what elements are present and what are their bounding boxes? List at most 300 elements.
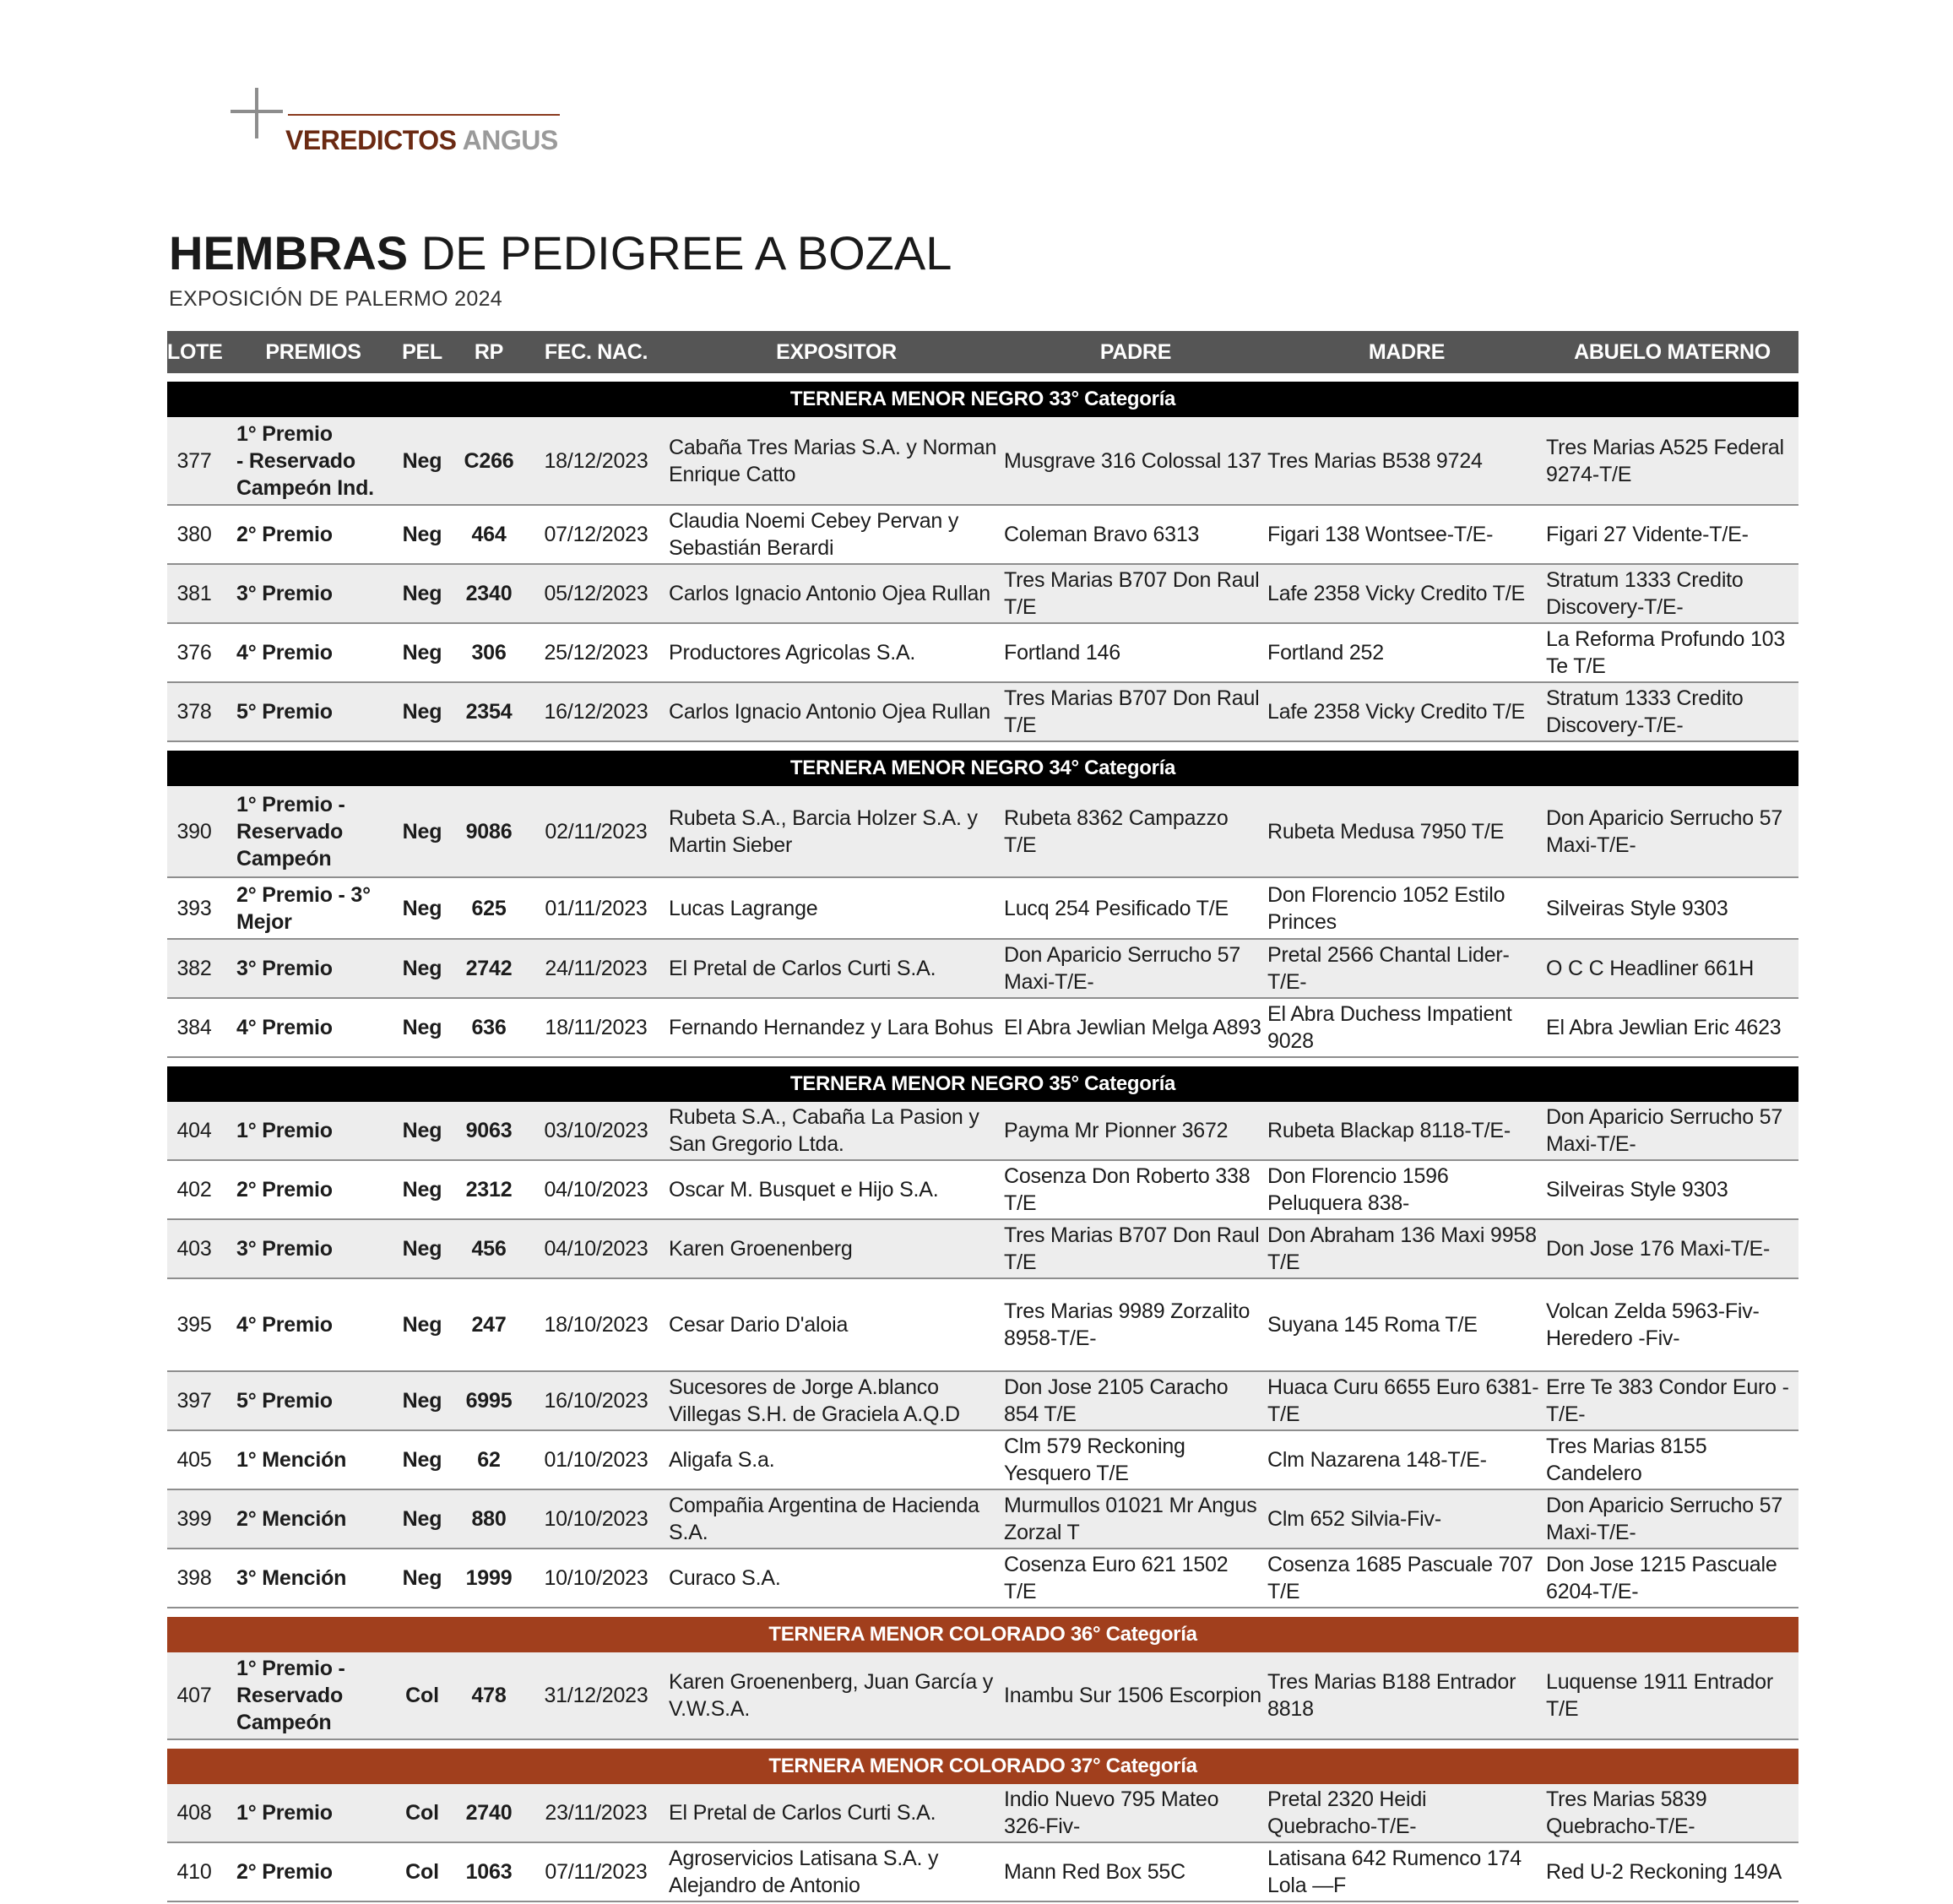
category-header-row <box>167 1749 1798 1784</box>
cell-madre: Tres Marias B188 Entrador 8818 <box>1267 1670 1516 1721</box>
cell-madre-container <box>1267 786 1546 877</box>
cell-premio-container <box>236 786 390 877</box>
cell-pel-container <box>390 1102 454 1160</box>
cell-premio: 4° Premio <box>236 1016 333 1039</box>
cell-lote: 404 <box>176 1119 212 1142</box>
cell-pel: Neg <box>402 582 442 605</box>
column-header-abuelo-materno: ABUELO MATERNO <box>1574 339 1771 364</box>
cell-expositor-container <box>669 1102 1004 1160</box>
table-row <box>167 1430 1798 1489</box>
cell-madre: Figari 138 Wontsee-T/E- <box>1267 523 1494 546</box>
column-header-lote: LOTE <box>167 339 223 364</box>
brand-text-part1: VEREDICTOS <box>285 125 457 155</box>
column-header-fec-nac: FEC. NAC. <box>544 339 648 364</box>
cell-rp: 478 <box>471 1684 507 1707</box>
category-header-row <box>167 751 1798 786</box>
cell-rp-container <box>454 505 524 564</box>
cell-fecha-nac: 02/11/2023 <box>545 819 648 844</box>
cell-rp: 625 <box>471 896 507 920</box>
cell-rp-container <box>454 1842 524 1901</box>
cell-madre: Don Florencio 1596 Peluquera 838- <box>1267 1164 1449 1215</box>
cell-abuelo-materno-container <box>1546 1219 1798 1278</box>
cell-lote: 378 <box>176 700 212 724</box>
cell-fecha-nac-container <box>524 998 669 1057</box>
cell-lote-container <box>167 1489 236 1549</box>
cell-premio: 3° Premio <box>236 582 333 605</box>
cell-madre: Fortland 252 <box>1267 641 1384 665</box>
cell-pel: Neg <box>402 523 442 546</box>
cell-lote: 380 <box>176 523 212 546</box>
cell-lote-container <box>167 505 236 564</box>
cell-rp: 2742 <box>465 957 513 980</box>
cell-abuelo-materno-container <box>1546 564 1798 623</box>
cell-lote-container <box>167 1430 236 1489</box>
cell-lote-container <box>167 1652 236 1739</box>
table-row <box>167 1219 1798 1278</box>
cell-premio: 1° Premio - Reservado Campeón <box>236 1657 345 1734</box>
cell-fecha-nac: 01/11/2023 <box>545 896 648 920</box>
table-row <box>167 877 1798 939</box>
cell-lote-container <box>167 786 236 877</box>
cell-expositor-container <box>669 1160 1004 1219</box>
cell-madre: Latisana 642 Rumenco 174 Lola —F <box>1267 1847 1522 1897</box>
cell-rp-container <box>454 1102 524 1160</box>
cell-pel-container <box>390 623 454 682</box>
cell-expositor-container <box>669 786 1004 877</box>
cell-abuelo-materno: Red U-2 Reckoning 149A <box>1546 1860 1782 1884</box>
cell-expositor-container <box>669 417 1004 505</box>
cell-padre: Cosenza Don Roberto 338 T/E <box>1004 1164 1250 1215</box>
cell-fecha-nac: 04/10/2023 <box>544 1178 648 1202</box>
cell-padre: Coleman Bravo 6313 <box>1004 523 1200 546</box>
category-spacer-cell <box>167 1739 1798 1749</box>
cell-premio: 2° Premio <box>236 1860 333 1884</box>
cell-padre-container <box>1004 1489 1267 1549</box>
cell-padre-container <box>1004 1549 1267 1608</box>
cell-expositor: Claudia Noemi Cebey Pervan y Sebastián Berardi <box>669 509 959 560</box>
cell-fecha-nac: 10/10/2023 <box>544 1566 648 1590</box>
category-spacer-cell <box>167 1608 1798 1617</box>
cell-padre-container <box>1004 417 1267 505</box>
cell-abuelo-materno-container <box>1546 1652 1798 1739</box>
cell-madre-container <box>1267 1219 1546 1278</box>
cell-premio: 2° Premio <box>236 523 333 546</box>
cell-rp: 1063 <box>465 1860 513 1884</box>
cell-lote: 393 <box>176 896 212 920</box>
cell-lote: 410 <box>176 1860 212 1884</box>
table-row <box>167 1549 1798 1608</box>
cell-padre: Clm 579 Reckoning Yesquero T/E <box>1004 1435 1185 1485</box>
cell-lote-container <box>167 1549 236 1608</box>
cell-lote-container <box>167 1371 236 1430</box>
cell-expositor: Carlos Ignacio Antonio Ojea Rullan <box>669 700 990 724</box>
cell-madre: Don Abraham 136 Maxi 9958 T/E <box>1267 1223 1537 1274</box>
cell-pel: Neg <box>402 1507 442 1531</box>
cell-lote: 398 <box>176 1566 212 1590</box>
cell-pel-container <box>390 1430 454 1489</box>
cell-pel-container <box>390 564 454 623</box>
cell-madre: Pretal 2566 Chantal Lider-T/E- <box>1267 943 1510 994</box>
cell-pel: Neg <box>402 1237 442 1261</box>
cell-premio-container <box>236 939 390 998</box>
cell-madre-container <box>1267 564 1546 623</box>
cell-madre: Tres Marias B538 9724 <box>1267 448 1483 473</box>
cell-pel-container <box>390 1278 454 1371</box>
cell-lote: 397 <box>176 1389 212 1413</box>
table-row <box>167 1652 1798 1739</box>
cell-abuelo-materno: Don Aparicio Serrucho 57 Maxi-T/E- <box>1546 1105 1783 1156</box>
cell-premio: 2° Premio - 3° Mejor <box>236 882 371 934</box>
cell-lote-container <box>167 877 236 939</box>
cell-padre: Tres Marias B707 Don Raul T/E <box>1004 1223 1260 1274</box>
cell-premio: 5° Premio <box>236 1389 333 1413</box>
cell-fecha-nac-container <box>524 505 669 564</box>
cell-abuelo-materno-container <box>1546 682 1798 741</box>
table-row <box>167 682 1798 741</box>
cell-fecha-nac-container <box>524 564 669 623</box>
cell-premio: 1° Mención <box>236 1448 347 1472</box>
cell-expositor-container <box>669 682 1004 741</box>
cell-rp: 880 <box>471 1507 507 1531</box>
cell-abuelo-materno-container <box>1546 1489 1798 1549</box>
cell-premio-container <box>236 1784 390 1842</box>
cell-rp: 9063 <box>465 1119 513 1142</box>
table-row <box>167 1842 1798 1901</box>
cell-abuelo-materno: Tres Marias A525 Federal 9274-T/E <box>1546 435 1784 486</box>
cell-lote: 382 <box>176 957 212 980</box>
page-subtitle: EXPOSICIÓN DE PALERMO 2024 <box>169 287 502 311</box>
cell-expositor: Oscar M. Busquet e Hijo S.A. <box>669 1178 939 1202</box>
cell-abuelo-materno-container <box>1546 1784 1798 1842</box>
cell-premio-container <box>236 1160 390 1219</box>
cell-madre-container <box>1267 1652 1546 1739</box>
cell-abuelo-materno: Stratum 1333 Credito Discovery-T/E- <box>1546 686 1744 737</box>
cell-padre-container <box>1004 1102 1267 1160</box>
cell-rp-container <box>454 1489 524 1549</box>
cell-fecha-nac: 10/10/2023 <box>544 1507 648 1531</box>
cell-expositor-container <box>669 1784 1004 1842</box>
cell-pel: Col <box>405 1801 439 1825</box>
cell-abuelo-materno: Erre Te 383 Condor Euro -T/E- <box>1546 1375 1789 1426</box>
cell-expositor-container <box>669 505 1004 564</box>
cell-fecha-nac-container <box>524 1842 669 1901</box>
cell-pel: Neg <box>402 819 442 844</box>
cell-abuelo-materno-container <box>1546 1160 1798 1219</box>
cell-padre: Mann Red Box 55C <box>1004 1860 1185 1884</box>
cell-premio-container <box>236 877 390 939</box>
brand-rule <box>288 114 560 116</box>
cell-abuelo-materno-container <box>1546 1549 1798 1608</box>
cell-pel: Neg <box>402 896 442 920</box>
table-row <box>167 1784 1798 1842</box>
cell-premio-container <box>236 1842 390 1901</box>
cell-premio: 3° Mención <box>236 1566 347 1590</box>
cell-padre-container <box>1004 1371 1267 1430</box>
cell-madre-container <box>1267 623 1546 682</box>
cell-pel-container <box>390 1842 454 1901</box>
column-header-madre: MADRE <box>1368 339 1446 364</box>
cell-fecha-nac-container <box>524 786 669 877</box>
cell-madre: Don Florencio 1052 Estilo Princes <box>1267 882 1505 934</box>
cell-rp: 636 <box>471 1016 507 1039</box>
cell-premio: 3° Premio <box>236 1237 333 1261</box>
cell-rp-container <box>454 1652 524 1739</box>
cell-fecha-nac: 04/10/2023 <box>544 1237 648 1261</box>
cell-premio-container <box>236 564 390 623</box>
cell-fecha-nac-container <box>524 1219 669 1278</box>
column-header-premios: PREMIOS <box>265 339 361 364</box>
cell-fecha-nac: 07/11/2023 <box>545 1860 648 1884</box>
cell-rp-container <box>454 564 524 623</box>
cell-premio-container <box>236 417 390 505</box>
cell-lote: 402 <box>176 1178 212 1202</box>
cell-rp-container <box>454 877 524 939</box>
table-row <box>167 417 1798 505</box>
cell-padre-container <box>1004 877 1267 939</box>
cell-pel: Neg <box>402 1016 442 1039</box>
cell-expositor: Sucesores de Jorge A.blanco Villegas S.H. de Graciela A.Q.D <box>669 1375 960 1426</box>
cell-fecha-nac: 05/12/2023 <box>544 582 648 605</box>
table-header-row <box>167 331 1798 373</box>
cell-padre-container <box>1004 564 1267 623</box>
cell-padre-container <box>1004 1160 1267 1219</box>
cell-madre: Rubeta Blackap 8118-T/E- <box>1267 1119 1511 1142</box>
cell-abuelo-materno-container <box>1546 1371 1798 1430</box>
cell-fecha-nac-container <box>524 1160 669 1219</box>
cell-expositor: Agroservicios Latisana S.A. y Alejandro de Antonio <box>669 1847 939 1897</box>
cell-expositor-container <box>669 623 1004 682</box>
cell-fecha-nac: 01/10/2023 <box>544 1448 648 1472</box>
cell-rp-container <box>454 1784 524 1842</box>
cell-abuelo-materno-container <box>1546 786 1798 877</box>
cell-lote-container <box>167 1784 236 1842</box>
cell-padre: El Abra Jewlian Melga A893 <box>1004 1016 1261 1039</box>
cell-fecha-nac-container <box>524 417 669 505</box>
category-spacer-cell <box>167 1057 1798 1066</box>
table-row <box>167 939 1798 998</box>
cell-abuelo-materno: Don Jose 1215 Pascuale 6204-T/E- <box>1546 1553 1777 1603</box>
table-row <box>167 1371 1798 1430</box>
cell-rp: 456 <box>471 1237 507 1261</box>
cell-padre: Don Jose 2105 Caracho 854 T/E <box>1004 1375 1229 1426</box>
cell-rp: 2340 <box>465 582 513 605</box>
cell-lote-container <box>167 939 236 998</box>
cell-expositor: El Pretal de Carlos Curti S.A. <box>669 1801 936 1825</box>
cell-madre-container <box>1267 877 1546 939</box>
cell-madre: Cosenza 1685 Pascuale 707 T/E <box>1267 1553 1533 1603</box>
cell-expositor-container <box>669 1430 1004 1489</box>
cell-madre: El Abra Duchess Impatient 9028 <box>1267 1002 1512 1053</box>
cell-padre-container <box>1004 505 1267 564</box>
cell-fecha-nac-container <box>524 682 669 741</box>
category-spacer <box>167 1608 1798 1617</box>
cell-pel: Neg <box>402 957 442 980</box>
cell-padre-container <box>1004 1219 1267 1278</box>
cell-fecha-nac-container <box>524 1102 669 1160</box>
cell-rp: 9086 <box>465 819 513 844</box>
cell-expositor: Cesar Dario D'aloia <box>669 1313 849 1337</box>
cell-rp-container <box>454 1549 524 1608</box>
category-header-row <box>167 382 1798 417</box>
cell-expositor: Compañia Argentina de Hacienda S.A. <box>669 1494 979 1544</box>
cell-madre: Rubeta Medusa 7950 T/E <box>1267 819 1505 844</box>
cell-pel-container <box>390 877 454 939</box>
cell-expositor: Karen Groenenberg, Juan García y V.W.S.A. <box>669 1670 994 1721</box>
cell-premio-container <box>236 1102 390 1160</box>
cell-rp: 464 <box>471 523 507 546</box>
cell-pel-container <box>390 939 454 998</box>
cell-premio-container <box>236 998 390 1057</box>
cell-lote: 407 <box>176 1684 212 1707</box>
cell-fecha-nac-container <box>524 1489 669 1549</box>
cell-rp: 6995 <box>465 1389 513 1413</box>
cell-padre-container <box>1004 1652 1267 1739</box>
cell-pel: Col <box>405 1860 439 1884</box>
cell-madre-container <box>1267 1278 1546 1371</box>
cell-abuelo-materno: Stratum 1333 Credito Discovery-T/E- <box>1546 568 1744 619</box>
cell-expositor-container <box>669 1278 1004 1371</box>
cell-rp: 2312 <box>465 1178 513 1202</box>
cell-rp-container <box>454 1160 524 1219</box>
cell-premio-container <box>236 1278 390 1371</box>
cell-padre: Payma Mr Pionner 3672 <box>1004 1119 1229 1142</box>
cell-padre: Don Aparicio Serrucho 57 Maxi-T/E- <box>1004 943 1241 994</box>
cell-pel: Neg <box>402 448 442 473</box>
cell-abuelo-materno: Tres Marias 5839 Quebracho-T/E- <box>1546 1787 1707 1838</box>
cell-pel-container <box>390 786 454 877</box>
cell-abuelo-materno: Silveiras Style 9303 <box>1546 896 1728 920</box>
cell-expositor-container <box>669 877 1004 939</box>
table-row <box>167 1160 1798 1219</box>
cell-lote: 377 <box>176 448 212 473</box>
cell-premio-container <box>236 1489 390 1549</box>
cell-pel-container <box>390 998 454 1057</box>
cell-lote: 384 <box>176 1016 212 1039</box>
cell-fecha-nac: 23/11/2023 <box>545 1801 648 1825</box>
cell-pel-container <box>390 682 454 741</box>
cell-expositor-container <box>669 1489 1004 1549</box>
table-row <box>167 1489 1798 1549</box>
table-row <box>167 623 1798 682</box>
cell-lote-container <box>167 1278 236 1371</box>
cell-expositor: Productores Agricolas S.A. <box>669 641 916 665</box>
cell-padre-container <box>1004 1278 1267 1371</box>
cell-madre-container <box>1267 1430 1546 1489</box>
cell-fecha-nac-container <box>524 1430 669 1489</box>
cell-lote-container <box>167 998 236 1057</box>
cell-madre-container <box>1267 1489 1546 1549</box>
cell-abuelo-materno: El Abra Jewlian Eric 4623 <box>1546 1016 1782 1039</box>
column-header-rp: RP <box>474 339 504 364</box>
cell-rp-container <box>454 786 524 877</box>
cell-pel: Neg <box>402 1566 442 1590</box>
cell-lote: 403 <box>176 1237 212 1261</box>
cell-premio-container <box>236 1219 390 1278</box>
cell-lote: 399 <box>176 1507 212 1531</box>
cell-madre: Suyana 145 Roma T/E <box>1267 1313 1478 1337</box>
cell-pel: Neg <box>402 1313 442 1337</box>
cell-madre: Clm Nazarena 148-T/E- <box>1267 1448 1487 1472</box>
cell-padre: Lucq 254 Pesificado T/E <box>1004 896 1229 920</box>
cell-abuelo-materno-container <box>1546 998 1798 1057</box>
cell-fecha-nac: 24/11/2023 <box>545 957 648 980</box>
table-row <box>167 998 1798 1057</box>
cell-abuelo-materno: Don Jose 176 Maxi-T/E- <box>1546 1237 1771 1261</box>
cell-fecha-nac-container <box>524 1784 669 1842</box>
category-spacer-cell <box>167 373 1798 382</box>
cell-rp-container <box>454 1278 524 1371</box>
cell-abuelo-materno-container <box>1546 939 1798 998</box>
cell-rp-container <box>454 1371 524 1430</box>
category-spacer <box>167 741 1798 751</box>
table-row <box>167 564 1798 623</box>
cell-abuelo-materno: Silveiras Style 9303 <box>1546 1178 1728 1202</box>
cell-rp: 1999 <box>465 1566 513 1590</box>
cell-expositor: Karen Groenenberg <box>669 1237 853 1261</box>
cell-padre-container <box>1004 1430 1267 1489</box>
cell-fecha-nac-container <box>524 1278 669 1371</box>
cell-lote: 408 <box>176 1801 212 1825</box>
cell-rp-container <box>454 1219 524 1278</box>
page-title-bold: HEMBRAS <box>169 226 409 279</box>
cell-abuelo-materno-container <box>1546 505 1798 564</box>
cell-expositor-container <box>669 1219 1004 1278</box>
cell-fecha-nac-container <box>524 1371 669 1430</box>
cell-fecha-nac-container <box>524 939 669 998</box>
cell-padre: Musgrave 316 Colossal 137 <box>1004 448 1261 473</box>
cell-rp: 247 <box>471 1313 507 1337</box>
category-spacer-cell <box>167 741 1798 751</box>
cell-abuelo-materno-container <box>1546 1102 1798 1160</box>
cell-abuelo-materno-container <box>1546 1278 1798 1371</box>
cell-pel-container <box>390 1784 454 1842</box>
cell-expositor: Aligafa S.a. <box>669 1448 775 1472</box>
cell-lote-container <box>167 564 236 623</box>
cell-fecha-nac-container <box>524 877 669 939</box>
cell-expositor: Fernando Hernandez y Lara Bohus <box>669 1016 994 1039</box>
cell-rp-container <box>454 417 524 505</box>
table-row <box>167 786 1798 877</box>
cell-abuelo-materno: Volcan Zelda 5963-Fiv- Heredero -Fiv- <box>1546 1299 1760 1350</box>
cell-lote: 390 <box>176 819 212 844</box>
cell-premio-container <box>236 1652 390 1739</box>
cell-madre: Pretal 2320 Heidi Quebracho-T/E- <box>1267 1787 1427 1838</box>
cell-rp-container <box>454 682 524 741</box>
cell-madre-container <box>1267 1784 1546 1842</box>
category-title: TERNERA MENOR NEGRO 34° Categoría <box>167 751 1798 786</box>
cell-premio: 1° Premio - Reservado Campeón Ind. <box>236 421 374 500</box>
cell-padre: Tres Marias 9989 Zorzalito 8958-T/E- <box>1004 1299 1250 1350</box>
cell-rp: 2740 <box>465 1801 513 1825</box>
category-title: TERNERA MENOR COLORADO 36° Categoría <box>167 1617 1798 1652</box>
cell-rp: 2354 <box>465 700 513 724</box>
cell-madre-container <box>1267 1371 1546 1430</box>
cell-fecha-nac-container <box>524 623 669 682</box>
cell-premio: 2° Mención <box>236 1507 347 1531</box>
cell-expositor-container <box>669 998 1004 1057</box>
cell-abuelo-materno-container <box>1546 623 1798 682</box>
cell-rp-container <box>454 1430 524 1489</box>
category-title: TERNERA MENOR NEGRO 33° Categoría <box>167 382 1798 417</box>
cell-madre-container <box>1267 1842 1546 1901</box>
cell-abuelo-materno-container <box>1546 417 1798 505</box>
cell-pel: Neg <box>402 1448 442 1472</box>
cell-rp: 62 <box>477 1448 501 1472</box>
cell-padre-container <box>1004 1784 1267 1842</box>
results-table <box>167 331 1798 1902</box>
cell-padre-container <box>1004 682 1267 741</box>
brand-logo <box>231 84 560 160</box>
